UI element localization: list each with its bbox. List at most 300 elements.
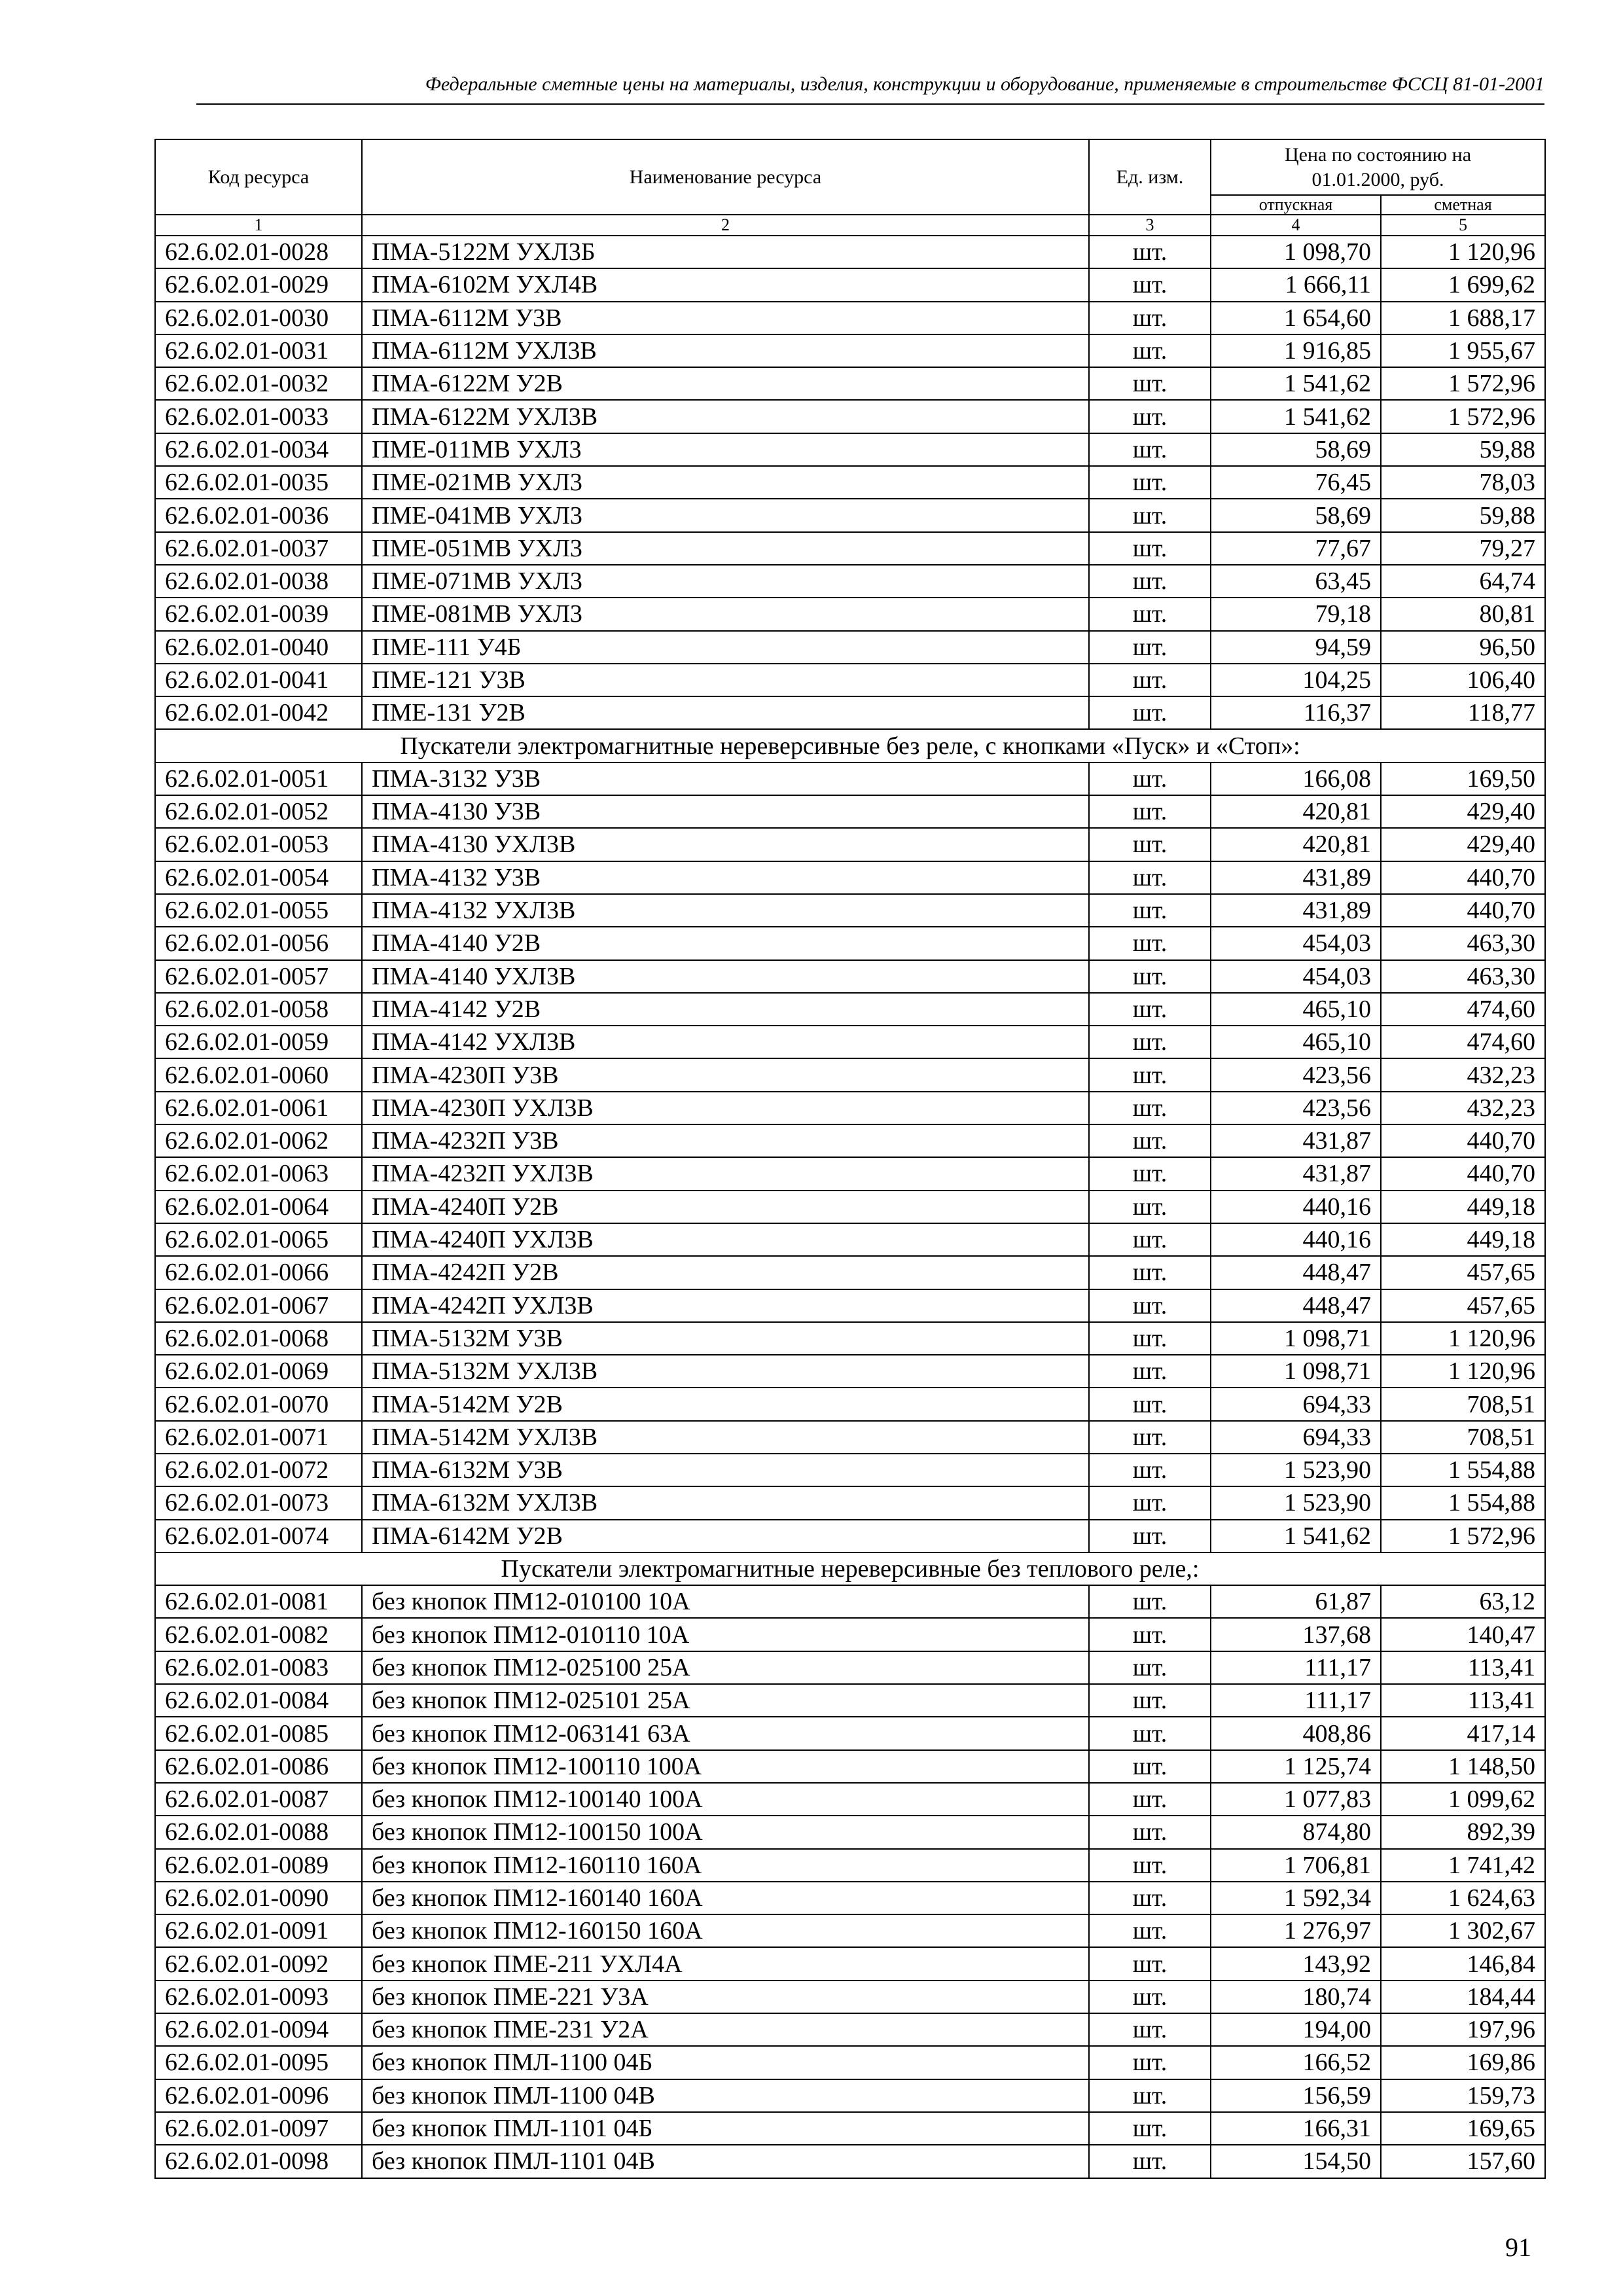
- resource-name: ПМА-6142М У2В: [362, 1520, 1089, 1552]
- estimate-price: 449,18: [1381, 1223, 1545, 1256]
- estimate-price: 1 624,63: [1381, 1882, 1545, 1914]
- release-price: 180,74: [1211, 1981, 1381, 2013]
- resource-name: ПМЕ-121 У3В: [362, 664, 1089, 696]
- table-row: [155, 1157, 1545, 1190]
- estimate-price: 1 741,42: [1381, 1849, 1545, 1882]
- table-row: [155, 1421, 1545, 1454]
- release-price: 431,87: [1211, 1124, 1381, 1157]
- table-row: [155, 1322, 1545, 1355]
- resource-code: 62.6.02.01-0033: [155, 400, 362, 433]
- unit-cell: шт.: [1089, 1849, 1211, 1882]
- unit-cell: шт.: [1089, 1421, 1211, 1454]
- resource-name: ПМА-4130 УХЛ3В: [362, 828, 1089, 861]
- release-price: 431,89: [1211, 894, 1381, 927]
- estimate-price: 79,27: [1381, 532, 1545, 565]
- resource-name: ПМА-6102М УХЛ4В: [362, 268, 1089, 301]
- unit-cell: шт.: [1089, 1651, 1211, 1684]
- resource-name: ПМЕ-041МВ УХЛ3: [362, 499, 1089, 531]
- resource-name: без кнопок ПМ12-025101 25А: [362, 1684, 1089, 1717]
- estimate-price: 64,74: [1381, 565, 1545, 598]
- section-heading-row: [155, 729, 1545, 762]
- unit-cell: шт.: [1089, 1223, 1211, 1256]
- table-row: [155, 1783, 1545, 1816]
- table-row: [155, 2079, 1545, 2112]
- resource-name: ПМА-5132М У3В: [362, 1322, 1089, 1355]
- resource-code: 62.6.02.01-0071: [155, 1421, 362, 1454]
- table-row: [155, 1914, 1545, 1947]
- unit-cell: шт.: [1089, 1981, 1211, 2013]
- release-price: 448,47: [1211, 1256, 1381, 1289]
- resource-code: 62.6.02.01-0061: [155, 1092, 362, 1124]
- estimate-price: 457,65: [1381, 1256, 1545, 1289]
- table-row: [155, 302, 1545, 334]
- release-price: 1 541,62: [1211, 367, 1381, 400]
- estimate-price: 80,81: [1381, 598, 1545, 630]
- release-price: 1 276,97: [1211, 1914, 1381, 1947]
- release-price: 694,33: [1211, 1388, 1381, 1420]
- resource-code: 62.6.02.01-0040: [155, 631, 362, 664]
- resource-name: ПМА-6112М УХЛ3В: [362, 334, 1089, 367]
- resource-code: 62.6.02.01-0070: [155, 1388, 362, 1420]
- estimate-price: 169,86: [1381, 2046, 1545, 2079]
- resource-name: ПМА-4240П УХЛ3В: [362, 1223, 1089, 1256]
- table-row: [155, 236, 1545, 268]
- resource-code: 62.6.02.01-0085: [155, 1717, 362, 1749]
- release-price: 1 541,62: [1211, 1520, 1381, 1552]
- resource-name: ПМЕ-111 У4Б: [362, 631, 1089, 664]
- release-price: 431,87: [1211, 1157, 1381, 1190]
- release-price: 1 916,85: [1211, 334, 1381, 367]
- unit-cell: шт.: [1089, 828, 1211, 861]
- release-price: 420,81: [1211, 828, 1381, 861]
- table-row: [155, 1058, 1545, 1091]
- release-price: 194,00: [1211, 2013, 1381, 2046]
- table-row: [155, 1750, 1545, 1783]
- resource-name: ПМЕ-011МВ УХЛ3: [362, 433, 1089, 466]
- unit-cell: шт.: [1089, 400, 1211, 433]
- release-price: 63,45: [1211, 565, 1381, 598]
- release-price: 116,37: [1211, 696, 1381, 729]
- resource-name: без кнопок ПМЛ-1101 04Б: [362, 2112, 1089, 2145]
- unit-cell: шт.: [1089, 1256, 1211, 1289]
- resource-code: 62.6.02.01-0074: [155, 1520, 362, 1552]
- table-row: [155, 1882, 1545, 1914]
- estimate-price: 1 572,96: [1381, 400, 1545, 433]
- estimate-price: 106,40: [1381, 664, 1545, 696]
- table-row: [155, 960, 1545, 993]
- release-price: 874,80: [1211, 1816, 1381, 1848]
- release-price: 137,68: [1211, 1618, 1381, 1651]
- unit-cell: шт.: [1089, 565, 1211, 598]
- unit-cell: шт.: [1089, 2046, 1211, 2079]
- resource-code: 62.6.02.01-0086: [155, 1750, 362, 1783]
- resource-name: ПМА-3132 У3В: [362, 762, 1089, 795]
- table-row: [155, 1256, 1545, 1289]
- release-price: 58,69: [1211, 499, 1381, 531]
- unit-cell: шт.: [1089, 1947, 1211, 1980]
- table-row: [155, 1223, 1545, 1256]
- table-row: [155, 1124, 1545, 1157]
- resource-code: 62.6.02.01-0088: [155, 1816, 362, 1848]
- estimate-price: 1 699,62: [1381, 268, 1545, 301]
- resource-name: ПМА-6122М УХЛ3В: [362, 400, 1089, 433]
- estimate-price: 157,60: [1381, 2145, 1545, 2178]
- resource-name: ПМА-4240П У2В: [362, 1191, 1089, 1223]
- resource-name: без кнопок ПМ12-063141 63А: [362, 1717, 1089, 1749]
- resource-code: 62.6.02.01-0051: [155, 762, 362, 795]
- resource-code: 62.6.02.01-0096: [155, 2079, 362, 2112]
- resource-code: 62.6.02.01-0087: [155, 1783, 362, 1816]
- resource-code: 62.6.02.01-0073: [155, 1486, 362, 1519]
- resource-name: ПМА-4230П УХЛ3В: [362, 1092, 1089, 1124]
- column-number: 5: [1381, 215, 1545, 236]
- estimate-price: 440,70: [1381, 861, 1545, 894]
- estimate-price: 440,70: [1381, 894, 1545, 927]
- resource-name: без кнопок ПМЕ-221 У3А: [362, 1981, 1089, 2013]
- resource-name: без кнопок ПМ12-160140 160А: [362, 1882, 1089, 1914]
- estimate-price: 429,40: [1381, 795, 1545, 828]
- resource-name: ПМА-4130 У3В: [362, 795, 1089, 828]
- resource-name: ПМА-4242П У2В: [362, 1256, 1089, 1289]
- resource-name: ПМЕ-051МВ УХЛ3: [362, 532, 1089, 565]
- estimate-price: 118,77: [1381, 696, 1545, 729]
- resource-name: ПМА-4232П У3В: [362, 1124, 1089, 1157]
- unit-cell: шт.: [1089, 1684, 1211, 1717]
- release-price: 1 592,34: [1211, 1882, 1381, 1914]
- release-price: 104,25: [1211, 664, 1381, 696]
- table-row: [155, 1651, 1545, 1684]
- release-price: 166,52: [1211, 2046, 1381, 2079]
- estimate-price: 113,41: [1381, 1684, 1545, 1717]
- resource-code: 62.6.02.01-0035: [155, 466, 362, 499]
- table-row: [155, 2145, 1545, 2178]
- unit-cell: шт.: [1089, 1783, 1211, 1816]
- unit-cell: шт.: [1089, 532, 1211, 565]
- estimate-price: 146,84: [1381, 1947, 1545, 1980]
- unit-cell: шт.: [1089, 696, 1211, 729]
- resource-name: без кнопок ПМЛ-1101 04В: [362, 2145, 1089, 2178]
- table-row: [155, 400, 1545, 433]
- estimate-price: 159,73: [1381, 2079, 1545, 2112]
- resource-code: 62.6.02.01-0092: [155, 1947, 362, 1980]
- release-price: 1 098,70: [1211, 236, 1381, 268]
- unit-cell: шт.: [1089, 1618, 1211, 1651]
- header-code: Код ресурса: [155, 139, 362, 215]
- header-name: Наименование ресурса: [362, 139, 1089, 215]
- release-price: 1 523,90: [1211, 1454, 1381, 1486]
- resource-code: 62.6.02.01-0030: [155, 302, 362, 334]
- table-row: [155, 631, 1545, 664]
- table-row: [155, 565, 1545, 598]
- unit-cell: шт.: [1089, 1157, 1211, 1190]
- resource-code: 62.6.02.01-0093: [155, 1981, 362, 2013]
- release-price: 1 541,62: [1211, 400, 1381, 433]
- estimate-price: 1 554,88: [1381, 1486, 1545, 1519]
- resource-code: 62.6.02.01-0068: [155, 1322, 362, 1355]
- resource-name: ПМА-5122М УХЛ3Б: [362, 236, 1089, 268]
- resource-code: 62.6.02.01-0063: [155, 1157, 362, 1190]
- section-heading: Пускатели электромагнитные нереверсивные без реле, с кнопками «Пуск» и «Стоп»:: [155, 729, 1545, 762]
- estimate-price: 708,51: [1381, 1388, 1545, 1420]
- resource-name: ПМА-4140 У2В: [362, 927, 1089, 960]
- estimate-price: 184,44: [1381, 1981, 1545, 2013]
- unit-cell: шт.: [1089, 861, 1211, 894]
- release-price: 465,10: [1211, 993, 1381, 1026]
- release-price: 156,59: [1211, 2079, 1381, 2112]
- release-price: 143,92: [1211, 1947, 1381, 1980]
- estimate-price: 463,30: [1381, 960, 1545, 993]
- unit-cell: шт.: [1089, 268, 1211, 301]
- resource-code: 62.6.02.01-0032: [155, 367, 362, 400]
- resource-name: без кнопок ПМЕ-211 УХЛ4А: [362, 1947, 1089, 1980]
- resource-name: ПМА-6112М У3В: [362, 302, 1089, 334]
- resource-code: 62.6.02.01-0054: [155, 861, 362, 894]
- release-price: 1 654,60: [1211, 302, 1381, 334]
- estimate-price: 59,88: [1381, 433, 1545, 466]
- resource-name: без кнопок ПМ12-160110 160А: [362, 1849, 1089, 1882]
- unit-cell: шт.: [1089, 302, 1211, 334]
- table-row: [155, 993, 1545, 1026]
- table-row: [155, 1388, 1545, 1420]
- unit-cell: шт.: [1089, 1322, 1211, 1355]
- table-row: [155, 532, 1545, 565]
- resource-code: 62.6.02.01-0052: [155, 795, 362, 828]
- table-row: [155, 499, 1545, 531]
- resource-name: ПМЕ-081МВ УХЛ3: [362, 598, 1089, 630]
- resource-code: 62.6.02.01-0062: [155, 1124, 362, 1157]
- estimate-price: 169,65: [1381, 2112, 1545, 2145]
- release-price: 79,18: [1211, 598, 1381, 630]
- unit-cell: шт.: [1089, 2112, 1211, 2145]
- resource-name: без кнопок ПМ12-160150 160А: [362, 1914, 1089, 1947]
- release-price: 448,47: [1211, 1289, 1381, 1322]
- resource-name: ПМА-4142 УХЛ3В: [362, 1026, 1089, 1058]
- release-price: 111,17: [1211, 1651, 1381, 1684]
- estimate-price: 59,88: [1381, 499, 1545, 531]
- table-row: [155, 664, 1545, 696]
- unit-cell: шт.: [1089, 631, 1211, 664]
- header-rule: [196, 103, 1544, 105]
- resource-name: ПМА-4242П УХЛ3В: [362, 1289, 1089, 1322]
- unit-cell: шт.: [1089, 894, 1211, 927]
- estimate-price: 474,60: [1381, 993, 1545, 1026]
- resource-code: 62.6.02.01-0084: [155, 1684, 362, 1717]
- table-row: [155, 1684, 1545, 1717]
- unit-cell: шт.: [1089, 1486, 1211, 1519]
- resource-name: ПМЕ-071МВ УХЛ3: [362, 565, 1089, 598]
- release-price: 694,33: [1211, 1421, 1381, 1454]
- resource-code: 62.6.02.01-0069: [155, 1355, 362, 1388]
- resource-code: 62.6.02.01-0058: [155, 993, 362, 1026]
- table-row: [155, 2046, 1545, 2079]
- resource-code: 62.6.02.01-0083: [155, 1651, 362, 1684]
- resource-name: ПМА-4132 УХЛ3В: [362, 894, 1089, 927]
- estimate-price: 197,96: [1381, 2013, 1545, 2046]
- unit-cell: шт.: [1089, 1750, 1211, 1783]
- resource-code: 62.6.02.01-0029: [155, 268, 362, 301]
- release-price: 465,10: [1211, 1026, 1381, 1058]
- unit-cell: шт.: [1089, 1717, 1211, 1749]
- table-row: [155, 466, 1545, 499]
- resource-name: ПМА-4232П УХЛ3В: [362, 1157, 1089, 1190]
- table-row: [155, 1981, 1545, 2013]
- release-price: 1 098,71: [1211, 1355, 1381, 1388]
- resource-name: ПМА-6132М У3В: [362, 1454, 1089, 1486]
- table-row: [155, 1355, 1545, 1388]
- resource-name: ПМЕ-131 У2В: [362, 696, 1089, 729]
- unit-cell: шт.: [1089, 236, 1211, 268]
- unit-cell: шт.: [1089, 960, 1211, 993]
- release-price: 1 077,83: [1211, 1783, 1381, 1816]
- estimate-price: 708,51: [1381, 1421, 1545, 1454]
- release-price: 1 098,71: [1211, 1322, 1381, 1355]
- header-release-price: отпускная: [1211, 195, 1381, 215]
- resource-name: без кнопок ПМ12-100110 100А: [362, 1750, 1089, 1783]
- release-price: 1 523,90: [1211, 1486, 1381, 1519]
- release-price: 94,59: [1211, 631, 1381, 664]
- resource-name: ПМА-4142 У2В: [362, 993, 1089, 1026]
- release-price: 77,67: [1211, 532, 1381, 565]
- estimate-price: 1 148,50: [1381, 1750, 1545, 1783]
- resource-code: 62.6.02.01-0095: [155, 2046, 362, 2079]
- resource-name: ПМЕ-021МВ УХЛ3: [362, 466, 1089, 499]
- table-row: [155, 696, 1545, 729]
- unit-cell: шт.: [1089, 664, 1211, 696]
- resource-name: ПМА-5132М УХЛ3В: [362, 1355, 1089, 1388]
- release-price: 166,31: [1211, 2112, 1381, 2145]
- estimate-price: 78,03: [1381, 466, 1545, 499]
- table-row: [155, 598, 1545, 630]
- page-number: 91: [1505, 2233, 1531, 2262]
- estimate-price: 1 572,96: [1381, 367, 1545, 400]
- section-heading-row: [155, 1552, 1545, 1585]
- release-price: 1 125,74: [1211, 1750, 1381, 1783]
- column-number: 4: [1211, 215, 1381, 236]
- unit-cell: шт.: [1089, 499, 1211, 531]
- release-price: 1 666,11: [1211, 268, 1381, 301]
- unit-cell: шт.: [1089, 1026, 1211, 1058]
- table-row: [155, 433, 1545, 466]
- header-estimate-price: сметная: [1381, 195, 1545, 215]
- resource-code: 62.6.02.01-0097: [155, 2112, 362, 2145]
- table-row: [155, 828, 1545, 861]
- table-row: [155, 2112, 1545, 2145]
- release-price: 61,87: [1211, 1585, 1381, 1618]
- resource-name: без кнопок ПМ12-010110 10А: [362, 1618, 1089, 1651]
- unit-cell: шт.: [1089, 1816, 1211, 1848]
- estimate-price: 449,18: [1381, 1191, 1545, 1223]
- unit-cell: шт.: [1089, 1058, 1211, 1091]
- release-price: 76,45: [1211, 466, 1381, 499]
- resource-name: без кнопок ПМ12-100150 100А: [362, 1816, 1089, 1848]
- estimate-price: 432,23: [1381, 1092, 1545, 1124]
- table-row: [155, 367, 1545, 400]
- resource-name: ПМА-6122М У2В: [362, 367, 1089, 400]
- resource-code: 62.6.02.01-0067: [155, 1289, 362, 1322]
- estimate-price: 140,47: [1381, 1618, 1545, 1651]
- release-price: 166,08: [1211, 762, 1381, 795]
- estimate-price: 96,50: [1381, 631, 1545, 664]
- release-price: 454,03: [1211, 927, 1381, 960]
- table-row: [155, 1816, 1545, 1848]
- table-row: [155, 1486, 1545, 1519]
- table-row: [155, 795, 1545, 828]
- resource-code: 62.6.02.01-0028: [155, 236, 362, 268]
- resource-code: 62.6.02.01-0066: [155, 1256, 362, 1289]
- resource-name: без кнопок ПМЛ-1100 04В: [362, 2079, 1089, 2112]
- unit-cell: шт.: [1089, 1882, 1211, 1914]
- estimate-price: 463,30: [1381, 927, 1545, 960]
- resource-code: 62.6.02.01-0098: [155, 2145, 362, 2178]
- estimate-price: 1 099,62: [1381, 1783, 1545, 1816]
- resource-code: 62.6.02.01-0089: [155, 1849, 362, 1882]
- estimate-price: 457,65: [1381, 1289, 1545, 1322]
- estimate-price: 432,23: [1381, 1058, 1545, 1091]
- resource-name: ПМА-4140 УХЛ3В: [362, 960, 1089, 993]
- resource-code: 62.6.02.01-0042: [155, 696, 362, 729]
- unit-cell: шт.: [1089, 927, 1211, 960]
- estimate-price: 1 120,96: [1381, 236, 1545, 268]
- estimate-price: 169,50: [1381, 762, 1545, 795]
- unit-cell: шт.: [1089, 1585, 1211, 1618]
- unit-cell: шт.: [1089, 2013, 1211, 2046]
- estimate-price: 1 120,96: [1381, 1355, 1545, 1388]
- table-row: [155, 1585, 1545, 1618]
- release-price: 408,86: [1211, 1717, 1381, 1749]
- estimate-price: 474,60: [1381, 1026, 1545, 1058]
- estimate-price: 892,39: [1381, 1816, 1545, 1848]
- unit-cell: шт.: [1089, 762, 1211, 795]
- estimate-price: 429,40: [1381, 828, 1545, 861]
- table-row: [155, 1026, 1545, 1058]
- resource-code: 62.6.02.01-0039: [155, 598, 362, 630]
- unit-cell: шт.: [1089, 598, 1211, 630]
- release-price: 423,56: [1211, 1092, 1381, 1124]
- release-price: 111,17: [1211, 1684, 1381, 1717]
- estimate-price: 1 572,96: [1381, 1520, 1545, 1552]
- header-price-group: Цена по состоянию на 01.01.2000, руб.: [1211, 139, 1545, 195]
- unit-cell: шт.: [1089, 1289, 1211, 1322]
- column-number: 2: [362, 215, 1089, 236]
- resource-code: 62.6.02.01-0091: [155, 1914, 362, 1947]
- estimate-price: 1 955,67: [1381, 334, 1545, 367]
- table-row: [155, 1092, 1545, 1124]
- estimate-price: 63,12: [1381, 1585, 1545, 1618]
- table-row: [155, 2013, 1545, 2046]
- release-price: 431,89: [1211, 861, 1381, 894]
- release-price: 440,16: [1211, 1191, 1381, 1223]
- resource-code: 62.6.02.01-0041: [155, 664, 362, 696]
- column-number: 1: [155, 215, 362, 236]
- release-price: 154,50: [1211, 2145, 1381, 2178]
- price-table: [154, 139, 1546, 2179]
- resource-code: 62.6.02.01-0065: [155, 1223, 362, 1256]
- table-row: [155, 1454, 1545, 1486]
- column-number: 3: [1089, 215, 1211, 236]
- estimate-price: 440,70: [1381, 1124, 1545, 1157]
- resource-code: 62.6.02.01-0072: [155, 1454, 362, 1486]
- unit-cell: шт.: [1089, 795, 1211, 828]
- table-row: [155, 1289, 1545, 1322]
- table-row: [155, 1717, 1545, 1749]
- resource-name: ПМА-5142М У2В: [362, 1388, 1089, 1420]
- release-price: 454,03: [1211, 960, 1381, 993]
- resource-name: ПМА-5142М УХЛ3В: [362, 1421, 1089, 1454]
- release-price: 420,81: [1211, 795, 1381, 828]
- resource-code: 62.6.02.01-0082: [155, 1618, 362, 1651]
- estimate-price: 440,70: [1381, 1157, 1545, 1190]
- resource-code: 62.6.02.01-0053: [155, 828, 362, 861]
